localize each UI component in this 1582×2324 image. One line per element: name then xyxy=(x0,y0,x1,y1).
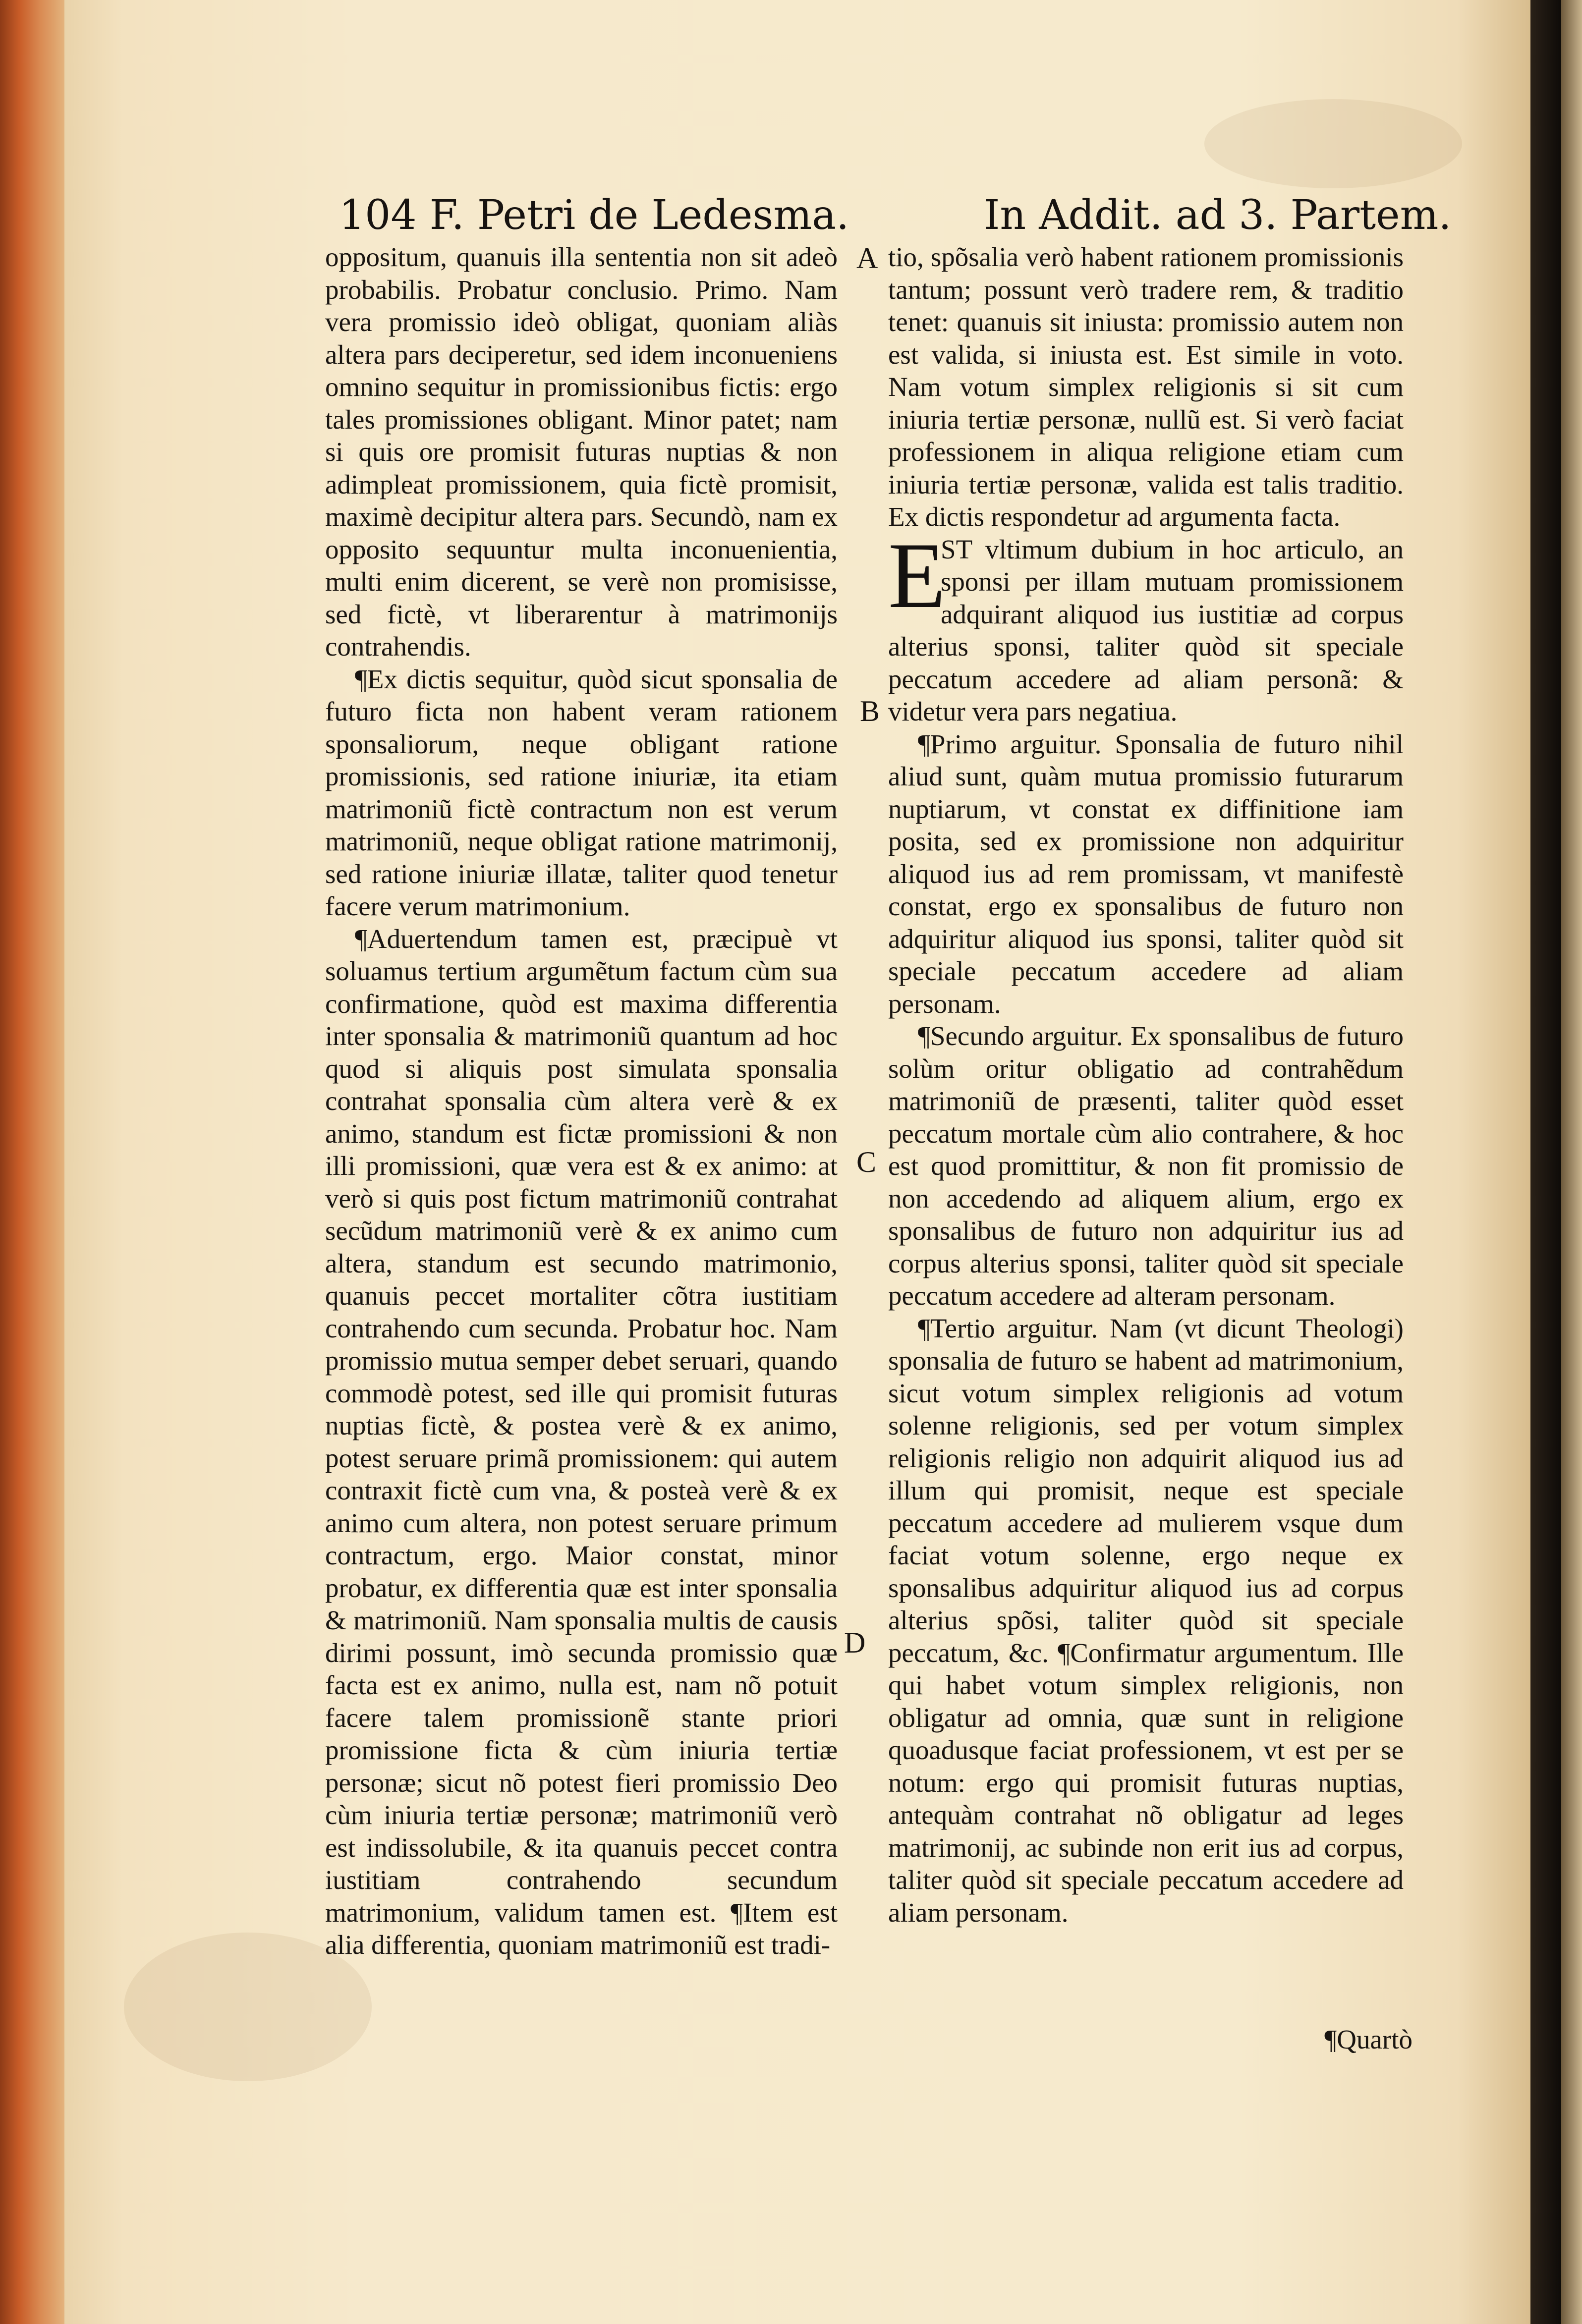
right-continuation: tio, spõsalia verò habent rationem promissionis tantum; possunt verò tradere rem, & traditio tenet: quanuis sit iniusta: promissio autem non est valida, si iniusta est. Est simile in voto. Nam votum simplex religionis si sit cum iniuria tertiæ personæ, nullũ est. Si verò faciat professionem in aliqua religione etiam cum iniuria tertiæ personæ, valida est talis traditio. Ex dictis respondetur ad argumenta facta. xyxy=(888,242,1404,532)
left-paragraph: ¶Ex dictis sequitur, quòd sicut sponsalia de futuro ficta non habent veram rationem sponsaliorum, neque obligant ratione promissionis, sed ratione iniuriæ, ita etiam matrimoniũ fictè contractum non est verum matrimoniũ, neque obligat ratione matrimonij, sed ratione iniuriæ illatæ, taliter quod tenetur facere verum matrimonium. xyxy=(325,664,838,921)
left-paragraph: oppositum, quanuis illa sententia non sit adeò probabilis. Probatur conclusio. Primo. Nam vera promissio ideò obligat, quoniam aliàs altera pars deciperetur, sed idem inconueniens omnino sequitur in promissionibus fictis: ergo tales promissiones obligant. Minor patet; nam si quis ore promisit futuras nuptias & non adimpleat promissionem, quia fictè promisit, maximè decipitur altera pars. Secundò, nam ex opposito sequuntur multa inconuenientia, multi enim dicerent, se verè non promisisse, sed fictè, vt liberarentur à matrimonijs contrahendis. xyxy=(325,242,838,662)
margin-letter-d: D xyxy=(844,1626,866,1659)
right-paragraph: ¶Primo arguitur. Sponsalia de futuro nihil aliud sunt, quàm mutua promissio futurarum nuptiarum, vt constat ex diffinitione iam posita, sed ex promissione non adquiritur aliquod ius ad rem promissam, vt manifestè constat, ergo ex sponsalibus de futuro non adquiritur aliquod ius sponsi, taliter quòd sit speciale peccatum accedere ad aliam personam. xyxy=(888,728,1404,1019)
right-column xyxy=(888,241,1404,1929)
dubium-paragraph xyxy=(888,523,1404,728)
running-head-left: 104 F. Petri de Ledesma. xyxy=(339,192,849,239)
page-fore-edge xyxy=(0,0,64,2324)
left-paragraph: ¶Aduertendum tamen est, præcipuè vt soluamus tertium argumẽtum factum cùm sua confirmatione, quòd est maxima differentia inter sponsalia & matrimoniũ quantum ad hoc quod si aliquis post simulata sponsalia contrahat sponsalia cùm altera verè & ex animo, standum est fictæ promissioni & non illi promissioni, quæ vera est & ex animo: at verò si quis post fictum matrimoniũ contrahat secũdum matrimoniũ verè & ex animo cum altera, standum est secundo matrimonio, quanuis peccet mortaliter cõtra iustitiam contrahendo cum secunda. Probatur hoc. Nam promissio mutua semper debet seruari, quando commodè potest, sed ille qui promisit futuras nuptias fictè, & postea verè & ex animo, potest seruare primã promissionem: qui autem contraxit fictè cum vna, & posteà verè & ex animo cum altera, non potest seruare primum contractum, ergo. Maior constat, minor probatur, ex differentia quæ est inter sponsalia & matrimoniũ. Nam sponsalia multis de causis dirimi possunt, imò secunda promissio quæ facta est ex animo, nulla est, nam nõ potuit facere talem promissionẽ stante priori promissione ficta & cùm iniuria tertiæ personæ; sicut nõ potest fieri promissio Deo cùm iniuria tertiæ personæ; matrimoniũ verò est indissolubile, & ita quanuis peccet contra iustitiam contrahendo secundum matrimonium, validum tamen est. ¶Item est alia differentia, quoniam matrimoniũ est tradi- xyxy=(325,923,838,1960)
facing-page-edge xyxy=(1561,0,1582,2324)
paper-stain xyxy=(1204,99,1462,188)
right-paragraph: ¶Secundo arguitur. Ex sponsalibus de futuro solùm oritur obligatio ad contrahẽdum matrimoniũ de præsenti, taliter quòd esset peccatum mortale cùm alio contrahere, & hoc est quod promittitur, & non fit promissio de non accedendo ad aliquem alium, ergo ex sponsalibus de futuro non adquiritur ius ad corpus alterius sponsi, taliter quòd sit speciale peccatum accedere ad alteram personam. xyxy=(888,1021,1404,1311)
catchword: ¶Quartò xyxy=(1324,2024,1412,2054)
margin-letter-a: A xyxy=(856,242,878,275)
margin-letter-b: B xyxy=(860,695,880,727)
running-head-right: In Addit. ad 3. Partem. xyxy=(984,192,1452,239)
drop-cap: E xyxy=(888,523,946,628)
right-paragraph: ¶Tertio arguitur. Nam (vt dicunt Theologi) sponsalia de futuro se habent ad matrimonium, sicut votum simplex religionis ad votum solenne religionis, sed per votum simplex religionis religio non adquirit aliquod ius ad illum qui promisit, neque est speciale peccatum accedere ad mulierem vsque dum faciat votum solenne, ergo neque ex sponsalibus adquiritur aliquod ius ad corpus alterius spõsi, taliter quòd sit speciale peccatum, &c. ¶Confirmatur argumentum. Ille qui habet votum simplex religionis, non obligatur ad omnia, quæ sunt in religione quoadusque faciat professionem, vt est per se notum: ergo qui promisit futuras nuptias, antequàm contrahat nõ obligatur ad leges matrimonij, ac subinde non erit ius ad corpus, taliter quòd sit speciale peccatum accedere ad aliam personam. xyxy=(888,1313,1404,1928)
dubium-text: ST vltimum dubium in hoc articulo, an sponsi per illam mutuam promissionem adquirant aliquod ius iustitiæ ad corpus alterius sponsi, taliter quòd sit speciale peccatum accedere ad aliam personã: & videtur vera pars negatiua. xyxy=(888,534,1404,726)
left-column xyxy=(325,241,838,1961)
margin-letter-c: C xyxy=(856,1146,877,1178)
